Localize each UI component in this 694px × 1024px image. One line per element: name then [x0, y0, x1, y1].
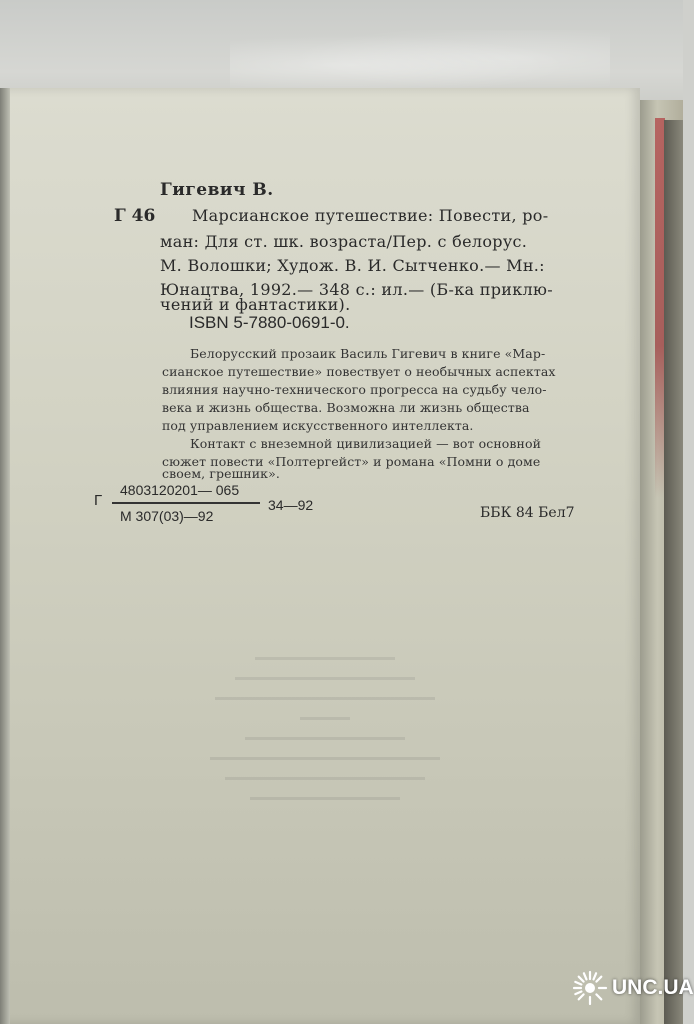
author-name: Гигевич В. — [160, 180, 274, 200]
annotation-line: сюжет повести «Полтергейст» и романа «Помни о доме — [162, 454, 541, 469]
description-line: ман: Для ст. шк. возраста/Пер. с белорус. — [160, 232, 528, 251]
catalog-number: 4803120201— 065 — [120, 482, 240, 498]
catalog-fraction-rule — [112, 502, 260, 504]
catalog-year-code: 34—92 — [268, 497, 314, 513]
annotation-line: влияния научно-технического прогресса на судьбу чело- — [162, 382, 547, 397]
catalog-code: М 307(03)—92 — [120, 508, 214, 524]
watermark — [572, 966, 694, 1010]
catalog-index: Г 46 — [114, 206, 156, 226]
annotation-line: своем, грешник». — [162, 466, 280, 481]
description-line: Юнацтва, 1992.— 348 с.: ил.— (Б-ка приклю- — [160, 280, 553, 299]
annotation-line: Белорусский прозаик Василь Гигевич в книге «Мар- — [190, 346, 546, 361]
bbk-code: ББК 84 Бел7 — [480, 505, 575, 521]
page-edge — [0, 88, 10, 1024]
description-line: чений и фантастики). — [160, 295, 351, 314]
description-line: Марсианское путешествие: Повести, ро- — [192, 206, 549, 225]
annotation-line: сианское путешествие» повествует о необычных аспектах — [162, 364, 556, 379]
catalog-letter: Г — [94, 492, 103, 509]
annotation-line: под управлением искусственного интеллекта. — [162, 418, 474, 433]
annotation-line: века и жизнь общества. Возможна ли жизнь общества — [162, 400, 530, 415]
show-through-text — [190, 640, 460, 840]
book-page — [0, 88, 640, 1024]
description-line: М. Волошки; Худож. В. И. Сытченко.— Мн.: — [160, 256, 545, 275]
annotation-line: Контакт с внеземной цивилизацией — вот основной — [190, 436, 542, 451]
book-spine-shadow — [664, 120, 683, 1024]
watermark-text: UNC.UA — [612, 976, 694, 999]
isbn: ISBN 5-7880-0691-0. — [189, 313, 350, 332]
sunburst-logo-icon — [572, 970, 608, 1006]
